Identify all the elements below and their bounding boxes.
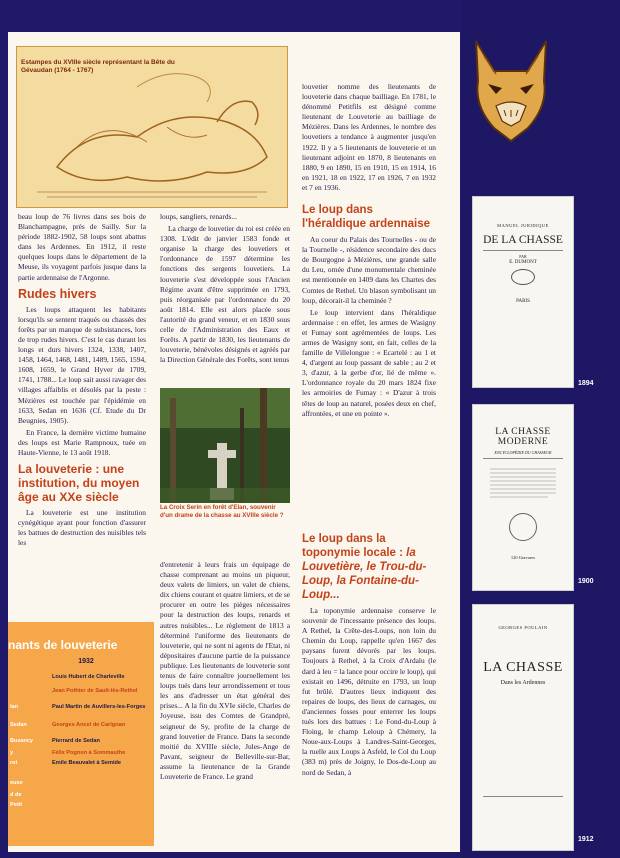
book-subtitle: ENCYCLOPÉDIE DU CHASSEUR — [494, 450, 552, 455]
lieutenant-name: Pierrard de Sedan — [52, 738, 100, 744]
paragraph: loups, sangliers, renards... — [160, 212, 237, 221]
publisher-emblem-icon — [509, 513, 537, 541]
column-1 — [18, 212, 146, 550]
book-title: DE LA CHASSE — [483, 234, 563, 246]
book-title-line1: LA CHASSE — [495, 427, 551, 437]
book-subtitle: Dans les Ardennes — [500, 680, 546, 686]
book-city: PARIS — [516, 299, 530, 304]
book-author: E. DUMONT — [509, 260, 537, 265]
wolf-head-emblem — [466, 36, 556, 146]
lieutenants-box — [8, 622, 154, 846]
beast-engraving — [16, 46, 288, 208]
heading-toponymie — [302, 532, 436, 602]
lieutenant-name: Louis Hubert de Charleville — [52, 674, 125, 680]
lieutenant-name: Félix Pognon à Sommauthe — [52, 750, 126, 756]
paragraph: d'entretenir à leurs frais un équipage de chasse comprenant au moins un piqueur, deux valets de limiers, un valet de chiens, dix chiens courant et quatre limiers, et de se procurer en outre les pièges nécessaires pour la destruction des loups, renards et autres nuisibles... Le règlement de 1813 a déterminé l'uniforme des lieutenants de louveterie, qui ne sont ni agents de l'Etat, ni dépositaires d'aucune partie de la puissance publique. Les lieutenants de louveterie sont tenus de faire connaître journellement les loups tués dans leur arrondissement et tous les ans d'adresser un état général des prises... A la fin du XVIe siècle, Charles de Joyeuse, issu des Comtes de Grandpré, seigneur de Sy, profite de la charge de grand louvetier de France. Dans la seconde moitié du XVIIIe siècle, Jules-Ange de Pavant, seigneur de Belleville-sur-Bar, assume la lieutenance de la Grande Louveterie de France. Le grand — [160, 560, 290, 781]
lieutenant-area: Buzancy — [10, 738, 34, 744]
heading-toponymie-main: Le loup dans la toponymie locale : — [302, 533, 403, 559]
lieutenants-title: nants de louveterie — [8, 638, 118, 652]
divider — [483, 458, 563, 459]
heading-louveterie: La louveterie : une institution, du moyen âge au XXe siècle — [18, 462, 140, 505]
column-3 — [302, 82, 436, 421]
book-cover-chasse-ardennes — [472, 604, 574, 851]
lieutenant-area: roi — [10, 760, 18, 766]
text-lines-image — [488, 465, 558, 507]
library-stamp-icon — [511, 269, 535, 285]
paragraph: La louveterie est une institution cynégétique ayant pour fonction d'assurer les battues de destruction des nuisibles tels les — [18, 508, 146, 548]
heading-heraldique: Le loup dans l'héraldique ardennaise — [302, 204, 430, 231]
lieutenant-area: Petit — [10, 802, 23, 808]
book-year: 1912 — [578, 836, 594, 843]
paragraph: Le loup intervient dans l'héraldique ardennaise : en effet, les armes de Wasigny et Fumay sont agrémentées de loups. Les armes de Wasigny sont, en fait, celles de la famille de Villelongue : « Ecartelé : au 1 et 4, d'argent au loup passant de sable ; au 2 et 3, d'azur, à la gerbe d'or, lié de même ». L'ordonnance royale du 20 mars 1824 fixe les armoiries de Fumay : « D'azur à trois têtes de loup au naturel, posées deux en chef, affrontées, et une en pointe ». — [302, 307, 436, 418]
lieutenant-name: Jean Pothier de Sault-lès-Rethel — [52, 688, 138, 694]
lieutenant-name: Emile Beauvalet à Semide — [52, 760, 122, 766]
lieutenant-area: y — [10, 750, 14, 756]
column-2-continued — [160, 560, 290, 784]
forest-cross-image — [160, 388, 290, 503]
book-title-line2: MODERNE — [497, 437, 549, 447]
column-3-continued — [302, 528, 436, 780]
divider — [483, 796, 563, 797]
wolf-head-icon — [466, 36, 556, 146]
paragraph: En France, la dernière victime humaine des loups est Marie Rampnoux, tuée en Haute-Vienne, le 13 août 1918. — [18, 427, 146, 457]
paragraph: Les loups attaquent les habitants lorsqu'ils se sentent traqués ou chassés des forêts par un manque de subsistances, lors de trop rudes hivers. C'est le cas durant les longs et durs hivers 1324, 1338, 1407, 1458, 1464, 1468, 1481, 1489, 1565, 1594, 1608, 1659, le Grand Hyver de 1709, 1741, 1788... Le loup sait aussi ravager des villages affaiblis et désolés par la peste : Mézières est touchée par l'épidémie en 1633, Sedan en 1636 (Cf. Etude du Dr Beugnies, 1905). — [18, 304, 146, 425]
book-footer: 120 Gravures — [510, 555, 536, 560]
paragraph: louvetier nomme des lieutenants de louveterie dans chaque bailliage. En 1781, le dénommé Petitfils est désigné comme lieutenant de Louveterie au bailliage de Mézières. Dans les Ardennes, le nombre des louvetiers a tendance à augmenter jusqu'en 1922. Il y a 5 lieutenants de louveterie et un lieutenant adjoint en 1870, 8 lieutenants en 1880, 9 en 1890, 15 en 1910, 15 en 1914, 16 en 1921, 18 en 1922, 17 en 1926, 7 en 1932 et 7 en 1936. — [302, 82, 436, 192]
divider — [483, 250, 563, 251]
book-text-block — [488, 465, 558, 507]
engraving-caption: Estampes du XVIIIe siècle représentant la Bête du Gévaudan (1764 - 1767) — [21, 59, 175, 75]
book-subtitle: MANUEL JURIDIQUE — [497, 223, 549, 228]
lieutenant-area: d de — [10, 792, 22, 798]
book-year: 1894 — [578, 380, 594, 387]
paragraph: La charge de louvetier du roi est créée en 1308. L'édit de janvier 1583 fonde et organise la charge des louvetiers et l'ordonnance de 1597 détermine les fonctions des sergents louvetiers. La louveterie s'est développée sous l'Ancien Régime avant d'être supprimée en 1793, puis réorganisée par l'ordonnance du 20 août 1814. Elle est alors placée sous l'autorité du grand veneur, et en 1830 sous celle de l'Administration des Eaux et Forêts. A partir de 1830, les lieutenants de louveterie, bénévoles désignés et agréés par la Direction Générale des Forêts, sont tenus — [160, 224, 290, 365]
book-par: PAR — [519, 254, 527, 259]
heading-toponymie-places: la Louvetière, le Trou-du-Loup, la Fontaine-du-Loup... — [302, 547, 427, 601]
book-year: 1900 — [578, 578, 594, 585]
book-cover-chasse-moderne — [472, 404, 574, 591]
lieutenant-name: Paul Martin de Auvillers-les-Forges — [52, 704, 146, 710]
book-author: GEORGES POULAIN — [498, 625, 548, 630]
book-title: LA CHASSE — [483, 660, 563, 675]
lieutenants-year: 1932 — [78, 658, 94, 665]
paragraph: Au coeur du Palais des Tournelles - ou de la Tournelle -, résidence secondaire des ducs de Bourgogne à Mézières, une grande salle du Leu, ornée d'une monumentale cheminée est mentionnée en 1409 dans les Chartes des Comtes de Rethel. Un blason symbolisant un loup, décorait-il la cheminée ? — [302, 235, 436, 305]
column-2 — [160, 212, 290, 367]
lieutenant-name: Georges Ancel de Carignan — [52, 722, 126, 728]
book-cover-manuel-juridique — [472, 196, 574, 388]
paragraph: La toponymie ardennaise conserve le souvenir de l'incessante présence des loups. A Rethel, la Crête-des-Loups, non loin du Chemin du Loup, rappelle qu'en 1667 des paysans furent dévorés par les loups. Toujours à Rethel, à la Croix d'Ardalu (le dard à leu = la lance pour occire le loup), qui existait en 1496, détruite en 1793, un loup fut brûlé. D'autres lieux indiquent des repaires de loups, des lieux de carnages, ou d'anciennes fosses pour enterrer les loups tués lors des battues : Le Fond-du-Loup à Floing, le champ Leloup à Chémery, la Noue-aux-Loups à Landres-Saint-Georges, la ruelle aux Loups à Asfeld, le Col du Loup (383 m) près de Joigny, le Dos-de-Loup au nord de Sedan, à — [302, 606, 436, 777]
lieutenant-area: lan — [10, 704, 19, 710]
photo-caption: La Croix Serin en forêt d'Elan, souvenir d'un drame de la chasse au XVIIIe siècle ? — [160, 504, 284, 520]
lieutenant-area: Sedan — [10, 722, 27, 728]
heading-rudes-hivers: Rudes hivers — [18, 286, 97, 301]
croix-serin-photo — [160, 388, 290, 503]
lieutenant-area: euse — [10, 780, 23, 786]
paragraph: beau loup de 76 livres dans ses bois de Blanchampagne, près de Sailly. Sur la période 1882-1902, 58 loups sont abattus dans les Ardennes. En 1912, il reste quelques loups dans le département de la Meuse, ils voyagent parfois jusque dans la partie ardennaise de l'Argonne. — [18, 212, 146, 282]
